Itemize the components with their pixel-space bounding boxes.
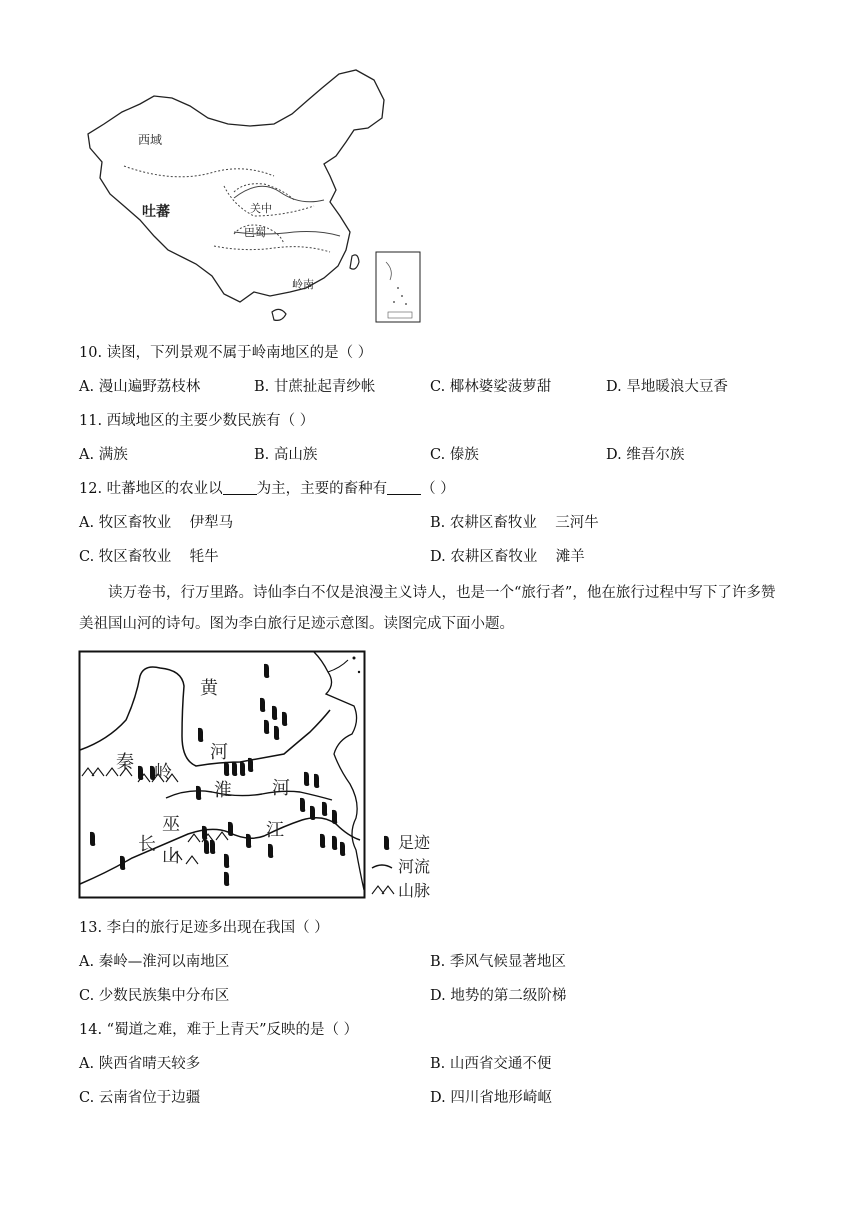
legend-river-label: 河流 xyxy=(398,857,431,876)
q10-option-a[interactable]: A. 漫山遍野荔枝林 xyxy=(79,379,201,395)
q12-blank-2[interactable] xyxy=(387,480,421,495)
q13-option-a[interactable]: A. 秦岭—淮河以南地区 xyxy=(79,954,230,970)
q10-stem: 10. 读图，下列景观不属于岭南地区的是（ ） xyxy=(79,345,373,361)
q14-option-a[interactable]: A. 陕西省晴天较多 xyxy=(79,1056,201,1072)
q11-option-a[interactable]: A. 满族 xyxy=(79,447,128,463)
q13-option-d[interactable]: D. 地势的第二级阶梯 xyxy=(430,988,567,1004)
map2-label-wu: 巫 xyxy=(162,814,180,835)
q12-option-d[interactable]: D. 农耕区畜牧业 滩羊 xyxy=(430,549,585,565)
legend-river-icon xyxy=(372,865,392,868)
q12-blank-1[interactable] xyxy=(223,480,257,495)
q14-option-c[interactable]: C. 云南省位于边疆 xyxy=(79,1090,201,1106)
q11-option-b[interactable]: B. 高山族 xyxy=(254,447,318,463)
q12-stem xyxy=(79,479,455,499)
china-outline xyxy=(88,70,384,302)
huai-river xyxy=(166,791,332,800)
q12-option-b[interactable]: B. 农耕区畜牧业 三河牛 xyxy=(430,515,599,531)
q13-option-b[interactable]: B. 季风气候显著地区 xyxy=(430,954,566,970)
q12-stem-part-a: 12. 吐蕃地区的农业以 xyxy=(79,481,223,497)
q14-option-d[interactable]: D. 四川省地形崎岖 xyxy=(430,1090,552,1106)
map1-label-tubo: 吐蕃 xyxy=(142,204,170,220)
map2-label-he2: 河 xyxy=(272,778,290,799)
map2-label-he1: 河 xyxy=(210,742,228,763)
q10-option-b[interactable]: B. 甘蔗扯起青纱帐 xyxy=(254,379,376,395)
q12-option-a[interactable]: A. 牧区畜牧业 伊犁马 xyxy=(79,515,234,531)
map2-label-chang: 长 xyxy=(138,834,156,855)
legend-footprint-icon xyxy=(384,836,389,850)
map2-legend xyxy=(372,833,431,900)
yangtze-river xyxy=(80,818,360,884)
q11-stem: 11. 西域地区的主要少数民族有（ ） xyxy=(79,413,315,429)
map1-label-guanzhong: 关中 xyxy=(250,202,272,215)
q13-stem: 13. 李白的旅行足迹多出现在我国（ ） xyxy=(79,920,329,936)
q11-option-c[interactable]: C. 傣族 xyxy=(430,447,479,463)
q12-stem-part-b: 为主，主要的畜种有 xyxy=(256,481,388,497)
q13-option-c[interactable]: C. 少数民族集中分布区 xyxy=(79,988,230,1004)
coastline xyxy=(314,652,364,890)
q14-option-b[interactable]: B. 山西省交通不便 xyxy=(430,1056,552,1072)
q10-option-d[interactable]: D. 旱地暖浪大豆香 xyxy=(606,379,728,395)
map2-label-huai: 淮 xyxy=(214,780,232,801)
china-region-map xyxy=(84,66,434,328)
map1-label-lingnan: 岭南 xyxy=(292,278,314,291)
legend-mountain-icon xyxy=(372,886,394,894)
legend-footprint-label: 足迹 xyxy=(398,833,431,852)
li-bai-travel-map xyxy=(78,650,453,902)
q10-option-c[interactable]: C. 椰林婆娑菠萝甜 xyxy=(430,379,552,395)
map1-label-bashu: 巴蜀 xyxy=(244,226,266,239)
map2-label-huang: 黄 xyxy=(200,678,218,699)
map2-label-jiang: 江 xyxy=(266,820,284,841)
map2-label-shan: 山 xyxy=(162,846,180,867)
map2-label-qin: 秦 xyxy=(116,752,134,773)
map1-label-xiyu: 西域 xyxy=(138,133,163,147)
passage-text: 读万卷书，行万里路。诗仙李白不仅是浪漫主义诗人，也是一个“旅行者”，他在旅行过程中写下了许多赞美祖国山河的诗句。图为李白旅行足迹示意图。读图完成下面小题。 xyxy=(79,585,776,632)
q12-option-c[interactable]: C. 牧区畜牧业 牦牛 xyxy=(79,549,219,565)
q14-stem: 14. “蜀道之难，难于上青天”反映的是（ ） xyxy=(79,1022,359,1038)
map2-label-ling: 岭 xyxy=(154,762,172,783)
q11-option-d[interactable]: D. 维吾尔族 xyxy=(606,447,685,463)
legend-mountain-label: 山脉 xyxy=(398,881,431,900)
q12-stem-part-c: （ ） xyxy=(421,481,455,497)
